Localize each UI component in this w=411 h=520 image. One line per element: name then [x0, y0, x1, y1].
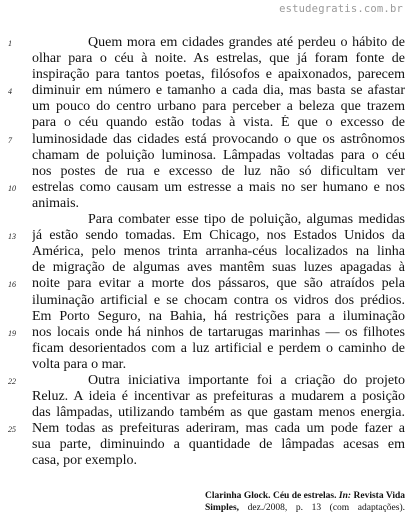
line-text: das lâmpadas, utilizando também as que gastam menos energia. — [32, 405, 405, 421]
text-line — [0, 164, 411, 180]
line-number: 1 — [8, 39, 12, 48]
line-text: um pouco do centro urbano para perceber a beleza que trazem — [32, 99, 405, 115]
article-text — [0, 35, 411, 470]
site-watermark: estudegratis.com.br — [279, 3, 403, 15]
text-line — [0, 115, 411, 131]
text-line — [0, 325, 411, 341]
text-line — [0, 244, 411, 260]
line-text: chamam de poluição luminosa. Lâmpadas voltadas para o céu — [32, 147, 405, 163]
citation-author: Clarinha Glock. — [205, 491, 271, 501]
line-text: Em Porto Seguro, na Bahia, há restrições para a iluminação — [32, 308, 405, 324]
line-number: 22 — [8, 376, 16, 386]
text-line — [0, 421, 411, 437]
text-line — [0, 83, 411, 99]
line-text: inspiração para tantos poetas, filósofos e apaixonados, parecem — [32, 67, 405, 83]
line-text: de migração de algumas aves mantêm suas luzes apagadas à — [32, 260, 405, 276]
line-text: olhar para o céu à noite. As estrelas, que já foram fonte de — [32, 51, 405, 67]
text-line — [0, 132, 411, 148]
line-text: Nem todas as prefeituras aderiram, mas cada um pode fazer a — [32, 421, 405, 437]
line-text: Quem mora em cidades grandes até perdeu o hábito de — [88, 35, 405, 50]
text-line — [0, 67, 411, 83]
text-line — [0, 453, 411, 469]
citation-in-label: In: — [338, 491, 352, 501]
citation-source: Revista Vida — [353, 491, 406, 501]
line-text: sua parte, diminuindo a quantidade de lâmpadas acesas em — [32, 437, 405, 453]
line-text: animais. — [32, 195, 80, 211]
text-line — [0, 309, 411, 325]
text-line — [0, 148, 411, 164]
line-text: América, pelo menos trinta arranha-céus localizados na linha — [32, 244, 405, 260]
line-number: 10 — [8, 183, 16, 193]
line-text: diminuir em número e tamanho a cada dia, mas basta se afastar — [32, 83, 405, 99]
line-text: Para combater esse tipo de poluição, algumas medidas — [88, 212, 405, 228]
text-line — [0, 35, 411, 51]
text-line — [0, 196, 411, 212]
line-number: 4 — [8, 87, 12, 97]
text-line — [0, 373, 411, 389]
citation-source-cont: Simples, — [205, 502, 240, 513]
text-line — [0, 51, 411, 67]
line-text: casa, por exemplo. — [32, 453, 137, 469]
citation-details: dez./2008, p. 13 (com adaptações). — [247, 502, 405, 513]
text-line — [0, 357, 411, 373]
line-text: nos locais onde há ninhos de tartarugas marinhas — os filhotes — [32, 324, 405, 340]
line-text: ficam desorientados com a luz artificial e perdem o caminho de — [32, 340, 405, 356]
text-line — [0, 228, 411, 244]
line-text: luminosidade das cidades está provocando o que os astrônomos — [32, 131, 405, 147]
line-number: 7 — [8, 135, 12, 145]
line-text: iluminação artificial e se chocam contra os vidros dos prédios. — [32, 292, 405, 308]
line-number: 25 — [8, 425, 16, 435]
text-line — [0, 389, 411, 405]
text-line — [0, 276, 411, 292]
line-text: estrelas como causam um estresse a mais no ser humano e nos — [32, 179, 405, 195]
text-line — [0, 405, 411, 421]
line-number: 13 — [8, 232, 16, 242]
line-text: noite para evitar a morte dos pássaros, que são atraídos pela — [32, 276, 405, 292]
source-citation — [205, 491, 405, 514]
text-line — [0, 341, 411, 357]
text-line — [0, 293, 411, 309]
line-text: nos postes de rua e excesso de luz não só dificultam ver — [32, 163, 405, 179]
citation-title: Céu de estrelas. — [272, 491, 337, 501]
line-text: já estão sendo tomadas. Em Chicago, nos Estados Unidos da — [32, 228, 405, 244]
line-text: Reluz. A ideia é incentivar as prefeituras a mudarem a posição — [32, 389, 405, 405]
line-text: para o céu quando estão todas à vista. É que o excesso de — [32, 115, 405, 131]
line-text: volta para o mar. — [32, 356, 127, 372]
line-number: 19 — [8, 328, 16, 338]
text-line — [0, 99, 411, 115]
text-line — [0, 437, 411, 453]
line-number: 16 — [8, 280, 16, 290]
text-line — [0, 180, 411, 196]
text-line — [0, 260, 411, 276]
line-text: Outra iniciativa importante foi a criação do projeto — [88, 372, 405, 388]
text-line — [0, 212, 411, 228]
